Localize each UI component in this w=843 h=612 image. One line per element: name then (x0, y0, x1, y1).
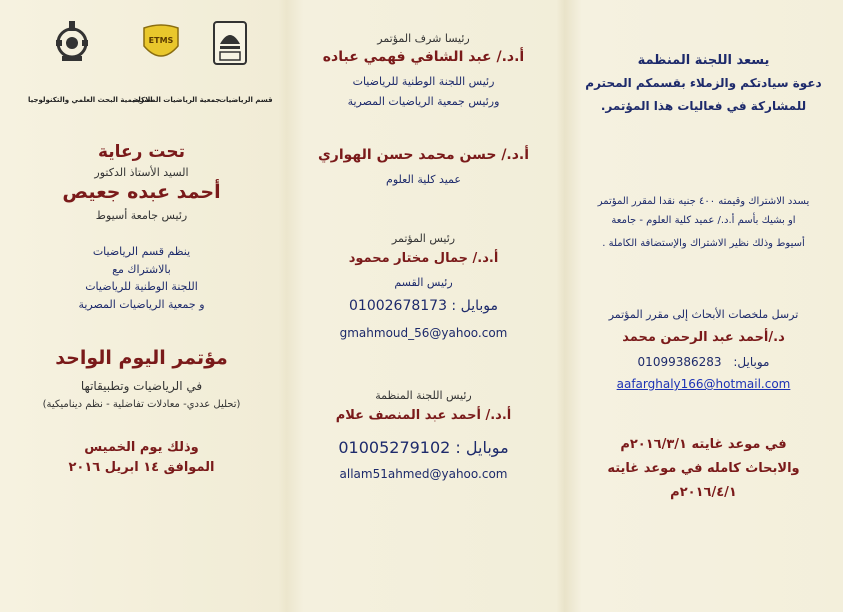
academy-logo-label: الاكاديمية البحث العلمي والتكنولوجيا (28, 96, 153, 104)
chair-mobile: موبايل : 01002678173 (349, 298, 498, 314)
right-panel (564, 0, 843, 612)
date-line-2: الموافق ١٤ ابريل ٢٠١٦ (68, 460, 215, 475)
chair-role: رئيس القسم (394, 276, 453, 289)
honorary2-name: أ.د./ حسن محمد حسن الهواري (317, 147, 530, 163)
org-name: أ.د./ أحمد عبد المنصف علام (335, 408, 512, 423)
middle-panel (283, 0, 564, 612)
patron-title: السيد الأستاذ الدكتور (94, 166, 189, 179)
organizer-line-2: بالاشتراك مع (112, 263, 171, 276)
deadline-line-2: والابحاث كامله في موعد غايته (607, 461, 800, 476)
invite-line-2: دعوة سيادتكم والزملاء بقسمكم المحترم (585, 76, 822, 90)
conference-topics: (تحليل عددي- معادلات تفاضلية - نظم ديناميكية) (42, 399, 241, 410)
egyptian-math-society-logo-label: جمعية الرياضيات المصرية (133, 96, 221, 104)
deadline-line-3: ٢٠١٦/٤/١م (670, 485, 737, 500)
honorary1-role1: رئيس اللجنة الوطنية للرياضيات (352, 75, 495, 88)
chair-name: أ.د./ جمال مختار محمود (348, 251, 499, 266)
patron-role: رئيس جامعة أسيوط (95, 209, 188, 222)
rapporteur-email-link[interactable]: aafarghaly166@hotmail.com (616, 377, 791, 391)
rapporteur-mobile: 01099386283 (637, 355, 722, 369)
fee-line-1: يسدد الاشتراك وقيمته ٤٠٠ جنيه نقدا لمقرر المؤتمر (597, 196, 810, 207)
invite-line-3: للمشاركة في فعاليات هذا المؤتمر. (600, 99, 807, 113)
egyptian-math-society-logo-icon (140, 22, 182, 64)
rapporteur-mobile-row (564, 355, 843, 369)
fee-line-3: أسيوط وذلك نظير الاشتراك والإستضافة الكاملة . (602, 238, 805, 249)
chair-email[interactable]: gmahmoud_56@yahoo.com (339, 326, 508, 340)
honorary-heading: رئيسا شرف المؤتمر (377, 32, 470, 45)
org-mobile: موبايل : 01005279102 (338, 438, 509, 457)
rapporteur-mobile-label: موبايل: (733, 355, 770, 369)
patron-name: أحمد عبده جعيص (62, 181, 221, 203)
academy-logo-icon (52, 18, 92, 64)
math-dept-logo-icon (212, 20, 248, 66)
patron-heading: تحت رعاية (97, 142, 186, 162)
etms-text: ETMS (148, 36, 174, 45)
org-heading: رئيس اللجنة المنظمة (375, 389, 472, 402)
org-email[interactable]: allam51ahmed@yahoo.com (339, 467, 508, 481)
honorary1-name: أ.د./ عبد الشافي فهمي عباده (322, 49, 525, 65)
conference-subtitle: في الرياضيات وتطبيقاتها (80, 379, 203, 393)
organizer-line-4: و جمعية الرياضيات المصرية (78, 298, 205, 311)
honorary1-role2: ورئيس جمعية الرياضيات المصرية (347, 95, 500, 108)
chair-heading: رئيس المؤتمر (391, 232, 456, 245)
conference-title: مؤتمر اليوم الواحد (55, 347, 228, 369)
abstracts-line: ترسل ملخصات الأبحاث إلى مقرر المؤتمر (608, 308, 799, 321)
organizer-line-3: اللجنة الوطنية للرياضيات (85, 280, 198, 293)
fee-line-2: او بشيك بأسم أ.د./ عميد كلية العلوم - جامعة (611, 215, 796, 226)
date-line-1: وذلك يوم الخميس (84, 440, 199, 455)
invite-line-1: يسعد اللجنة المنظمة (637, 53, 770, 68)
organizer-line-1: ينظم قسم الرياضيات (92, 245, 191, 258)
deadline-line-1: في موعد غايته ٢٠١٦/٣/١م (620, 437, 787, 452)
left-panel (0, 0, 283, 612)
rapporteur-name: د./أحمد عبد الرحمن محمد (622, 330, 785, 345)
honorary2-role: عميد كلية العلوم (386, 173, 461, 186)
math-dept-logo-label: قسم الرياضيات (219, 96, 273, 104)
